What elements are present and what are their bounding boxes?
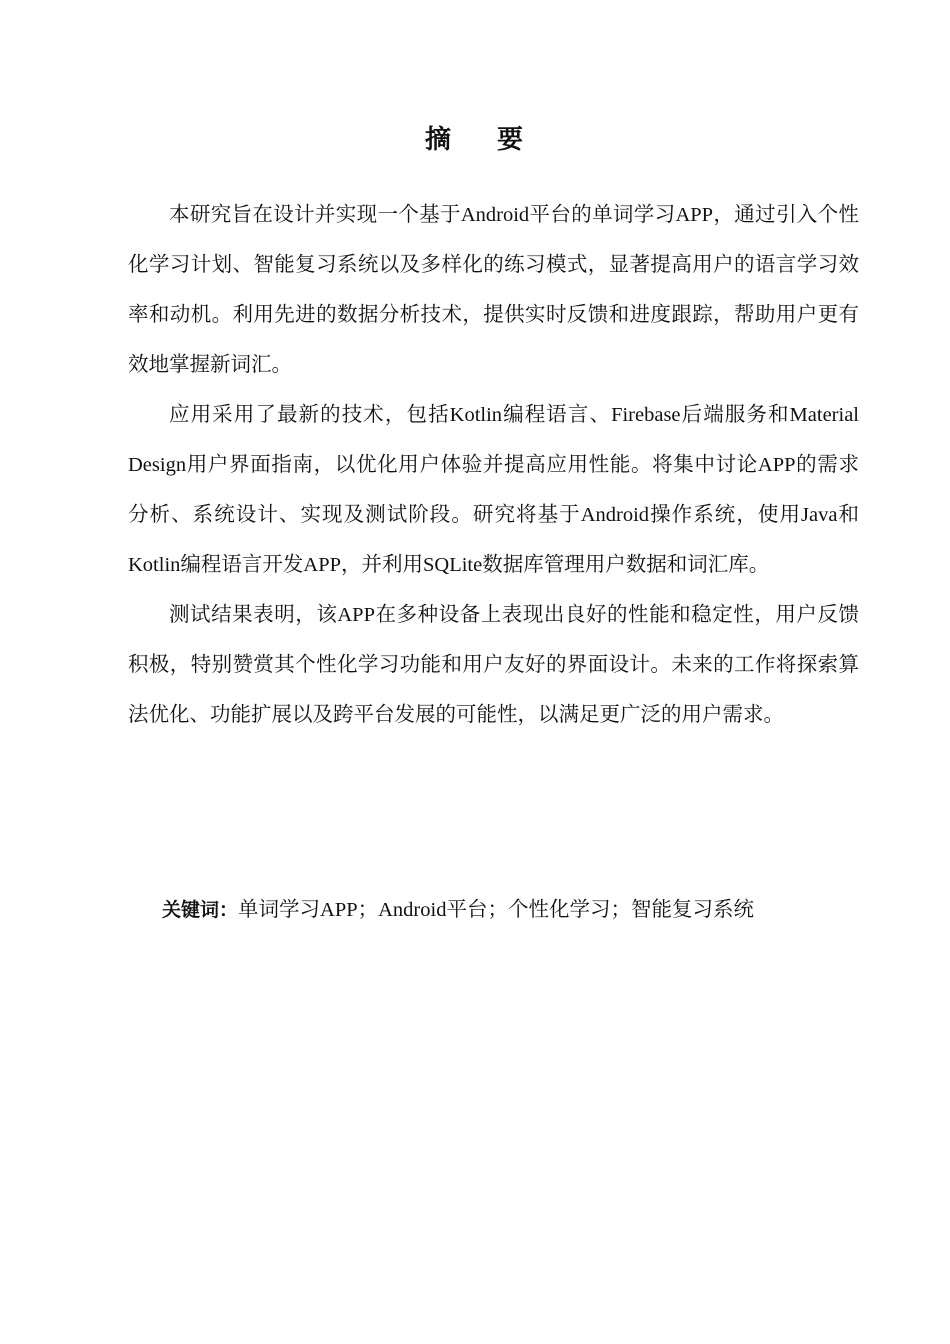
abstract-paragraph-2: 应用采用了最新的技术，包括Kotlin编程语言、Firebase后端服务和Material Design用户界面指南，以优化用户体验并提高应用性能。将集中讨论APP的需求分析、系统设计、实现及测试阶段。研究将基于Android操作系统，使用Java和Kotlin编程语言开发APP，并利用SQLite数据库管理用户数据和词汇库。 <box>128 404 859 576</box>
keywords-line <box>162 885 882 935</box>
keywords-text: 单词学习APP；Android平台；个性化学习；智能复习系统 <box>238 899 754 921</box>
abstract-title <box>0 118 950 162</box>
abstract-paragraph-3: 测试结果表明，该APP在多种设备上表现出良好的性能和稳定性，用户反馈积极，特别赞赏其个性化学习功能和用户友好的界面设计。未来的工作将探索算法优化、功能扩展以及跨平台发展的可能性，以满足更广泛的用户需求。 <box>128 604 859 726</box>
keywords-label: 关键词： <box>162 899 239 921</box>
title-char-1: 摘 <box>424 125 453 155</box>
title-char-2: 要 <box>497 125 526 155</box>
abstract-paragraph-1: 本研究旨在设计并实现一个基于Android平台的单词学习APP，通过引入个性化学习计划、智能复习系统以及多样化的练习模式，显著提高用户的语言学习效率和动机。利用先进的数据分析技术，提供实时反馈和进度跟踪，帮助用户更有效地掌握新词汇。 <box>128 204 859 376</box>
abstract-body <box>128 190 859 740</box>
